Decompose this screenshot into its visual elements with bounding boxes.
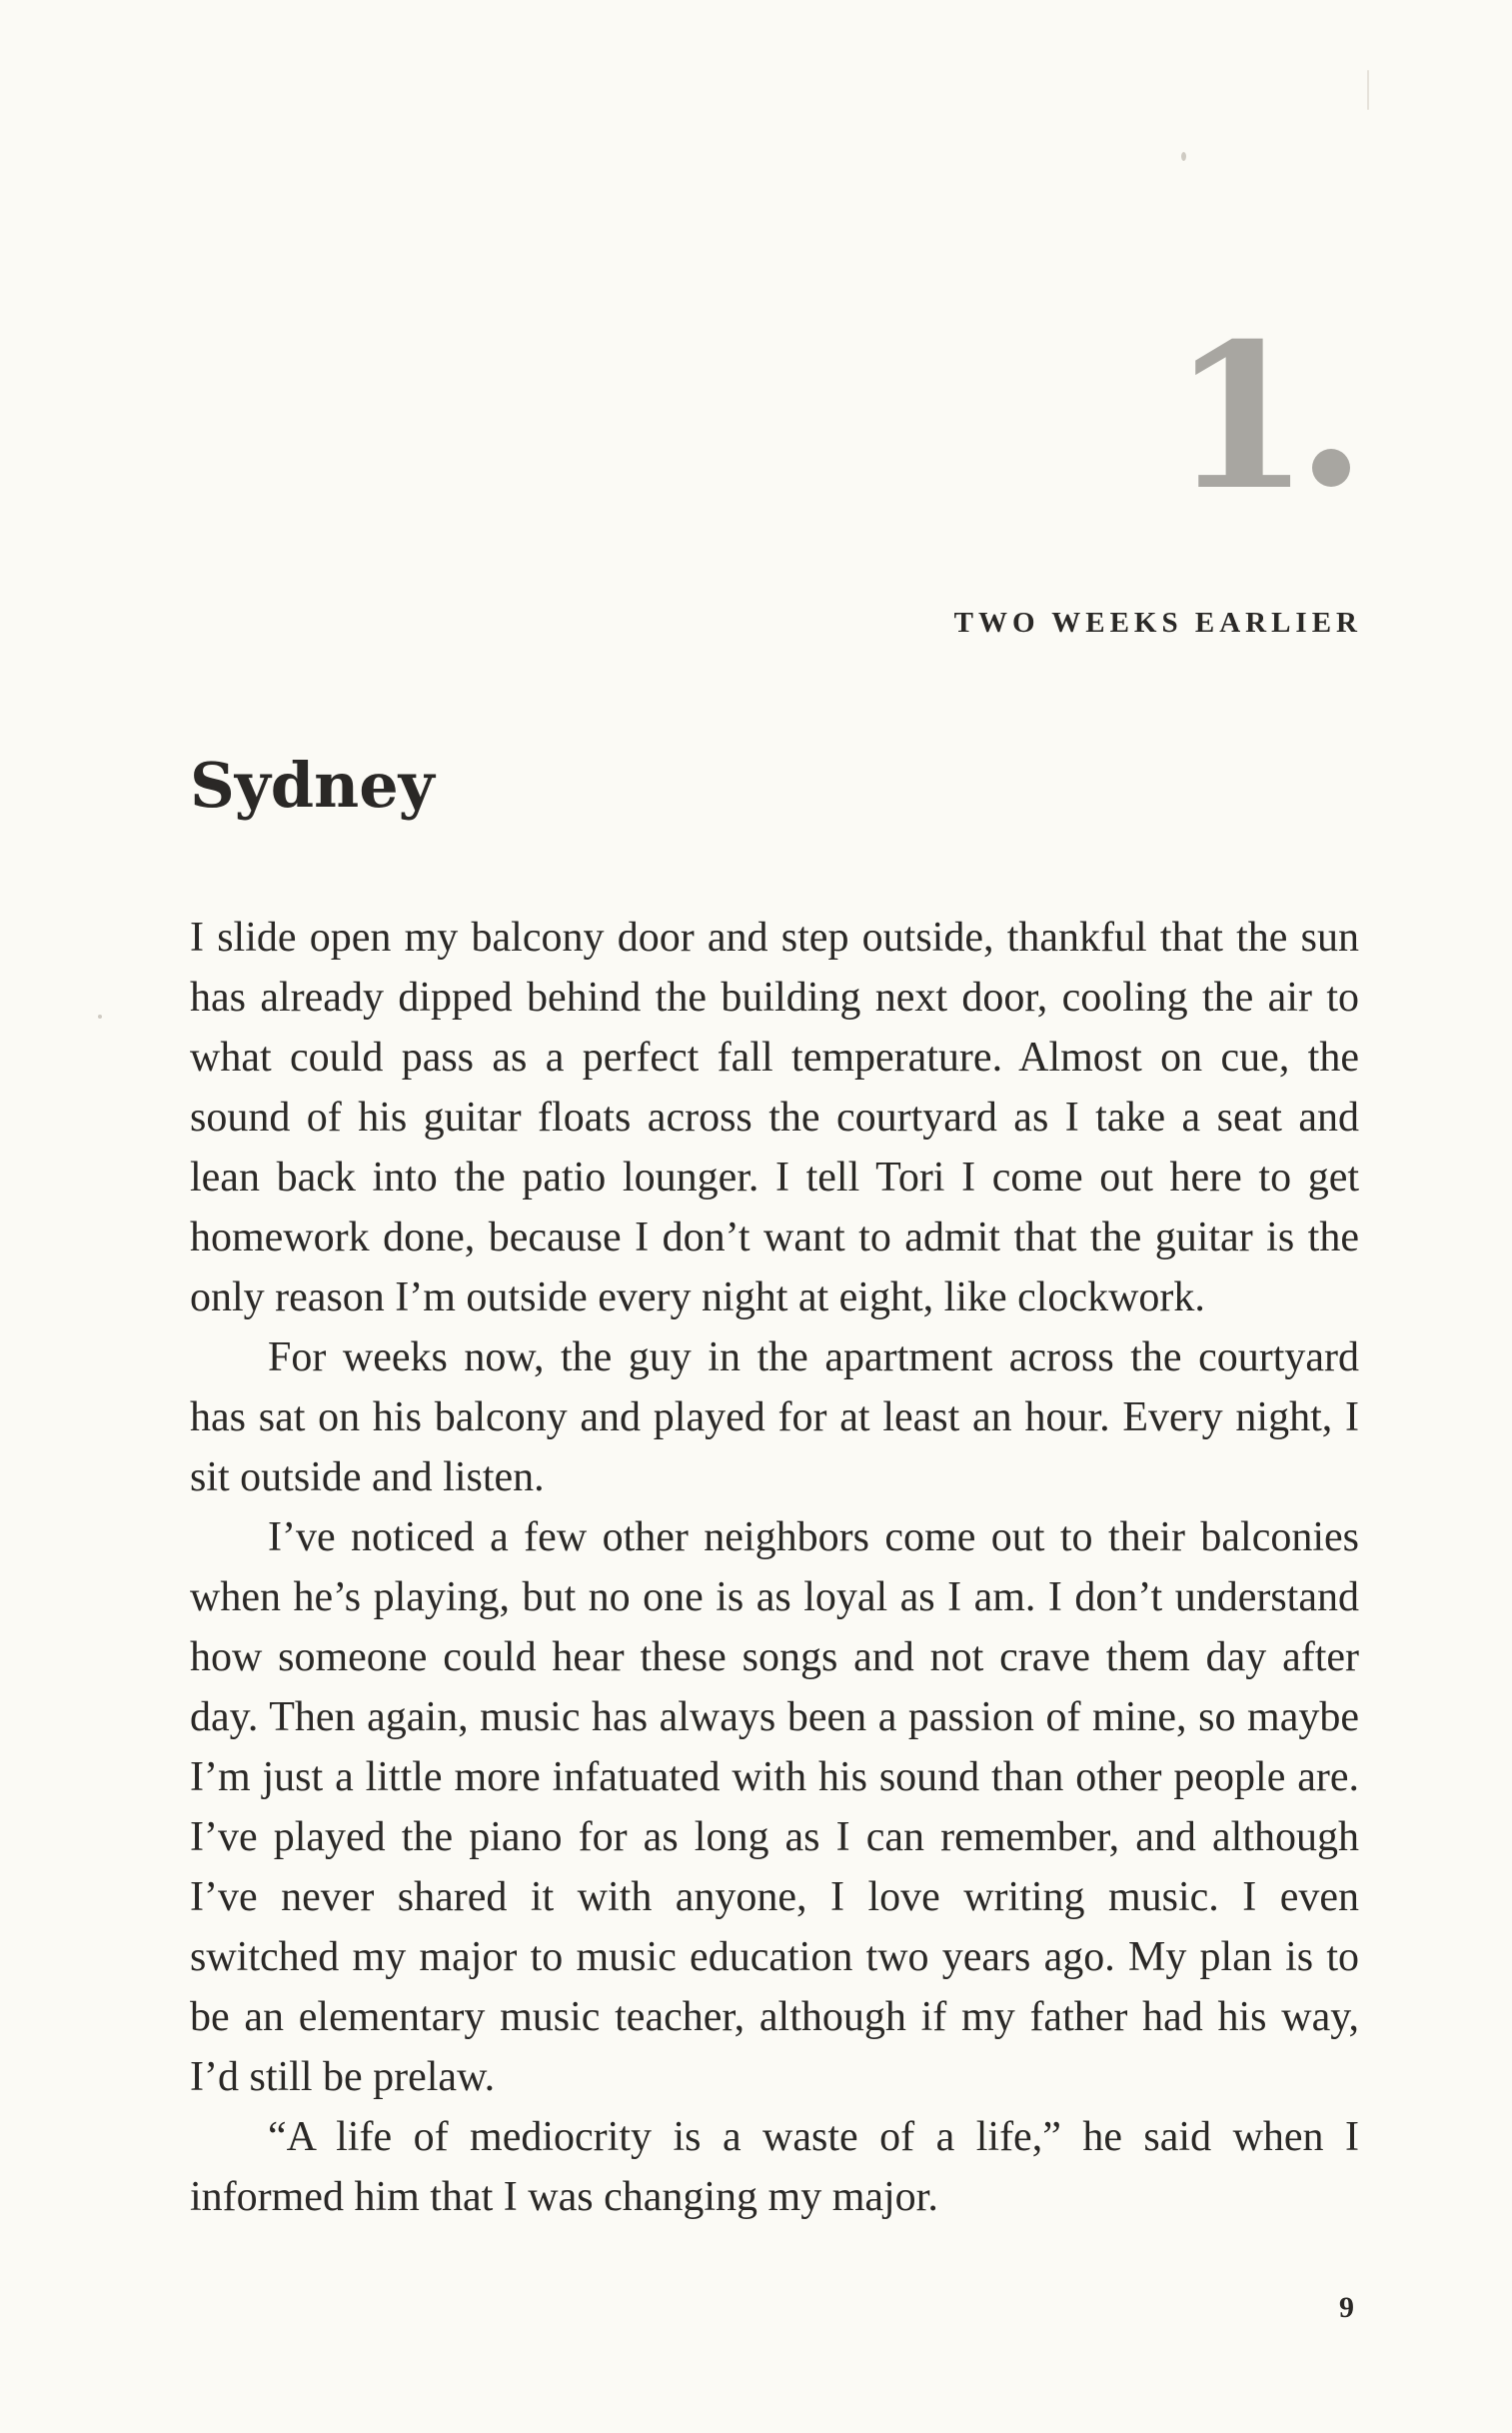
paper-speck [1181,152,1186,161]
paper-speck [1367,70,1369,110]
chapter-number-period [1312,449,1350,487]
paragraph: I slide open my balcony door and step outside, thankful that the sun has already dipped behind the building next door, cooling the air to what could pass as a perfect fall temperature. Almost on cue, the sound of his guitar floats across the courtyard as I take a seat and lean back into the patio lounger. I tell Tori I come out here to get homework done, because I don’t want to admit that the guitar is the only reason I’m outside every night at eight, like clockwork. [190,915,1359,1320]
chapter-subtitle: TWO WEEKS EARLIER [953,607,1362,639]
paragraph: I’ve noticed a few other neighbors come out to their balconies when he’s playing, but no one is as loyal as I am. I don’t understand how someone could hear these songs and not crave them day after day. Then again, music has always been a passion of mine, so maybe I’m just a little more infatuated with his sound than other people are. I’ve played the piano for as long as I can remember, and although I’ve never shared it with anyone, I love writing music. I even switched my major to music education two years ago. My plan is to be an elementary music teacher, although if my father had his way, I’d still be prelaw. [190,1514,1359,2100]
paper-speck [98,1015,102,1019]
chapter-number [1170,300,1350,535]
paragraph: “A life of mediocrity is a waste of a life,” he said when I informed him that I was changing my major. [190,2114,1359,2220]
narrator-heading: Sydney [190,749,435,822]
page-number: 9 [1339,2291,1354,2324]
chapter-number-digit: 1 [1170,300,1306,535]
body-text [190,908,1359,2227]
paragraph: For weeks now, the guy in the apartment across the courtyard has sat on his balcony and played for at least an hour. Every night, I sit outside and listen. [190,1334,1359,1500]
